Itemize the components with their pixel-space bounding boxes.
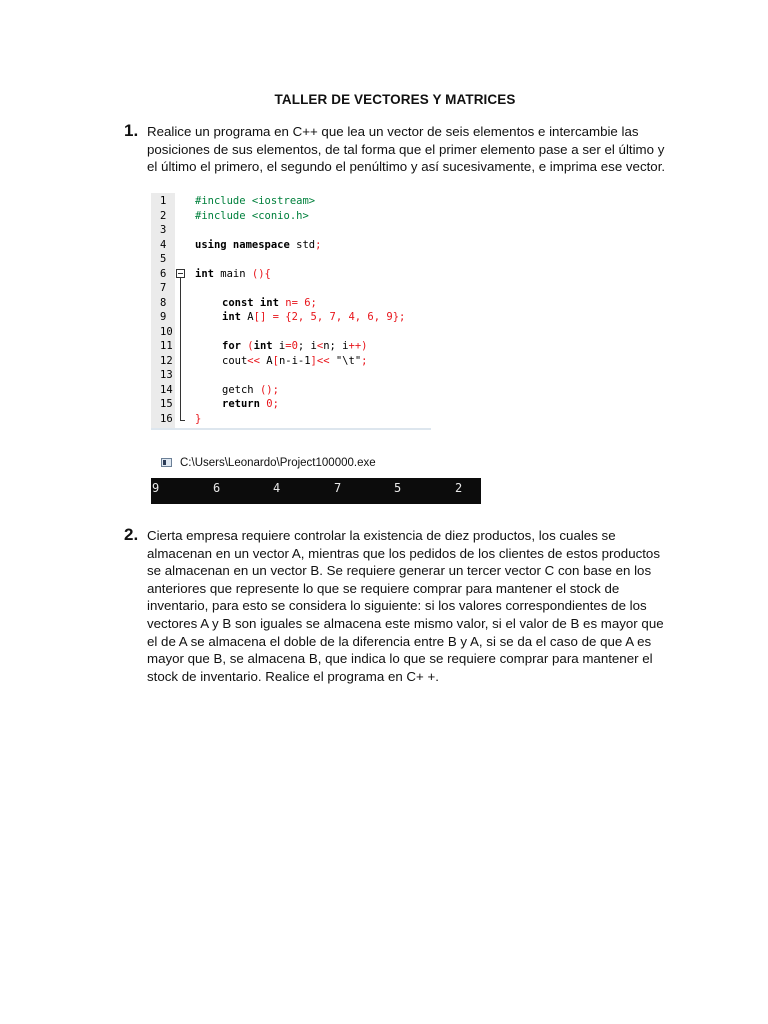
line-number: 10 (160, 325, 173, 338)
question-2-text: Cierta empresa requiere controlar la existencia de diez productos, los cuales se almacenan en un vector A, mientras que los pedidos de los clientes de estos productos se almacenan en un vector B. Se requiere generar un tercer vector C con base en los anteriores que represente lo que se requiere comprar para mantener el stock de inventario, para esto se considera lo siguiente: si los valores correspondientes de los vectores A y B son iguales se almacena este mismo valor, si el valor de B es mayor que el de A se almacena el doble de la diferencia entre B y A, si se da el caso de que A es mayor que B, se almacena B, que indica lo que se requiere comprar para mantener el stock de inventario. Realice el programa en C+ +. (147, 528, 664, 684)
line-number: 16 (160, 412, 173, 425)
fold-toggle-icon[interactable] (176, 269, 185, 278)
line-number: 7 (160, 282, 167, 294)
line-number: 9 (160, 311, 167, 323)
console-output-value: 5 (394, 481, 402, 495)
console-window-icon (161, 458, 172, 467)
line-number: 11 (160, 340, 173, 352)
code-line-2: #include <conio.h> (195, 209, 309, 222)
code-line-12: cout<< A[n-i-1]<< "\t"; (222, 354, 368, 367)
code-line-4: using namespace std; (195, 238, 322, 251)
code-line-16: } (195, 412, 202, 425)
editor-bottom-border (151, 428, 431, 430)
code-line-14: getch (); (222, 383, 279, 396)
line-number: 6 (160, 267, 167, 280)
code-line-6: int main (){ (195, 267, 271, 280)
line-number: 1 (160, 195, 167, 207)
console-titlebar (151, 452, 481, 476)
line-number: 2 (160, 209, 167, 222)
console-window-title: C:\Users\Leonardo\Project100000.exe (180, 457, 376, 469)
console-output-value: 4 (273, 481, 281, 495)
code-line-8: const int n= 6; (222, 296, 317, 309)
code-line-9: int A[] = {2, 5, 7, 4, 6, 9}; (222, 311, 406, 323)
console-output-value: 9 (152, 481, 160, 495)
code-line-1: #include <iostream> (195, 195, 316, 207)
line-number: 8 (160, 296, 167, 309)
code-line-11: for (int i=0; i<n; i++) (222, 340, 368, 352)
line-number: 15 (160, 398, 173, 410)
console-output-value: 6 (213, 481, 221, 495)
question-1-number: 1. (124, 121, 139, 140)
line-number: 4 (160, 238, 167, 251)
console-output-value: 7 (334, 481, 342, 495)
document-title: TALLER DE VECTORES Y MATRICES (274, 92, 516, 107)
line-number: 3 (160, 224, 167, 236)
question-2-number: 2. (124, 525, 139, 544)
question-1-text: Realice un programa en C++ que lea un vector de seis elementos e intercambie las posiciones de sus elementos, de tal forma que el primer elemento pase a ser el último y el último el primero, el segundo el penúltimo y así sucesivamente, e imprima ese vector. (147, 124, 666, 175)
line-number: 5 (160, 253, 167, 265)
line-number: 13 (160, 369, 173, 381)
line-number: 14 (160, 383, 173, 396)
code-editor-screenshot (151, 193, 431, 430)
console-output-value: 2 (455, 481, 463, 495)
line-number: 12 (160, 354, 173, 367)
console-output (151, 478, 481, 504)
fold-end-marker (180, 420, 185, 421)
code-line-15: return 0; (222, 398, 279, 410)
